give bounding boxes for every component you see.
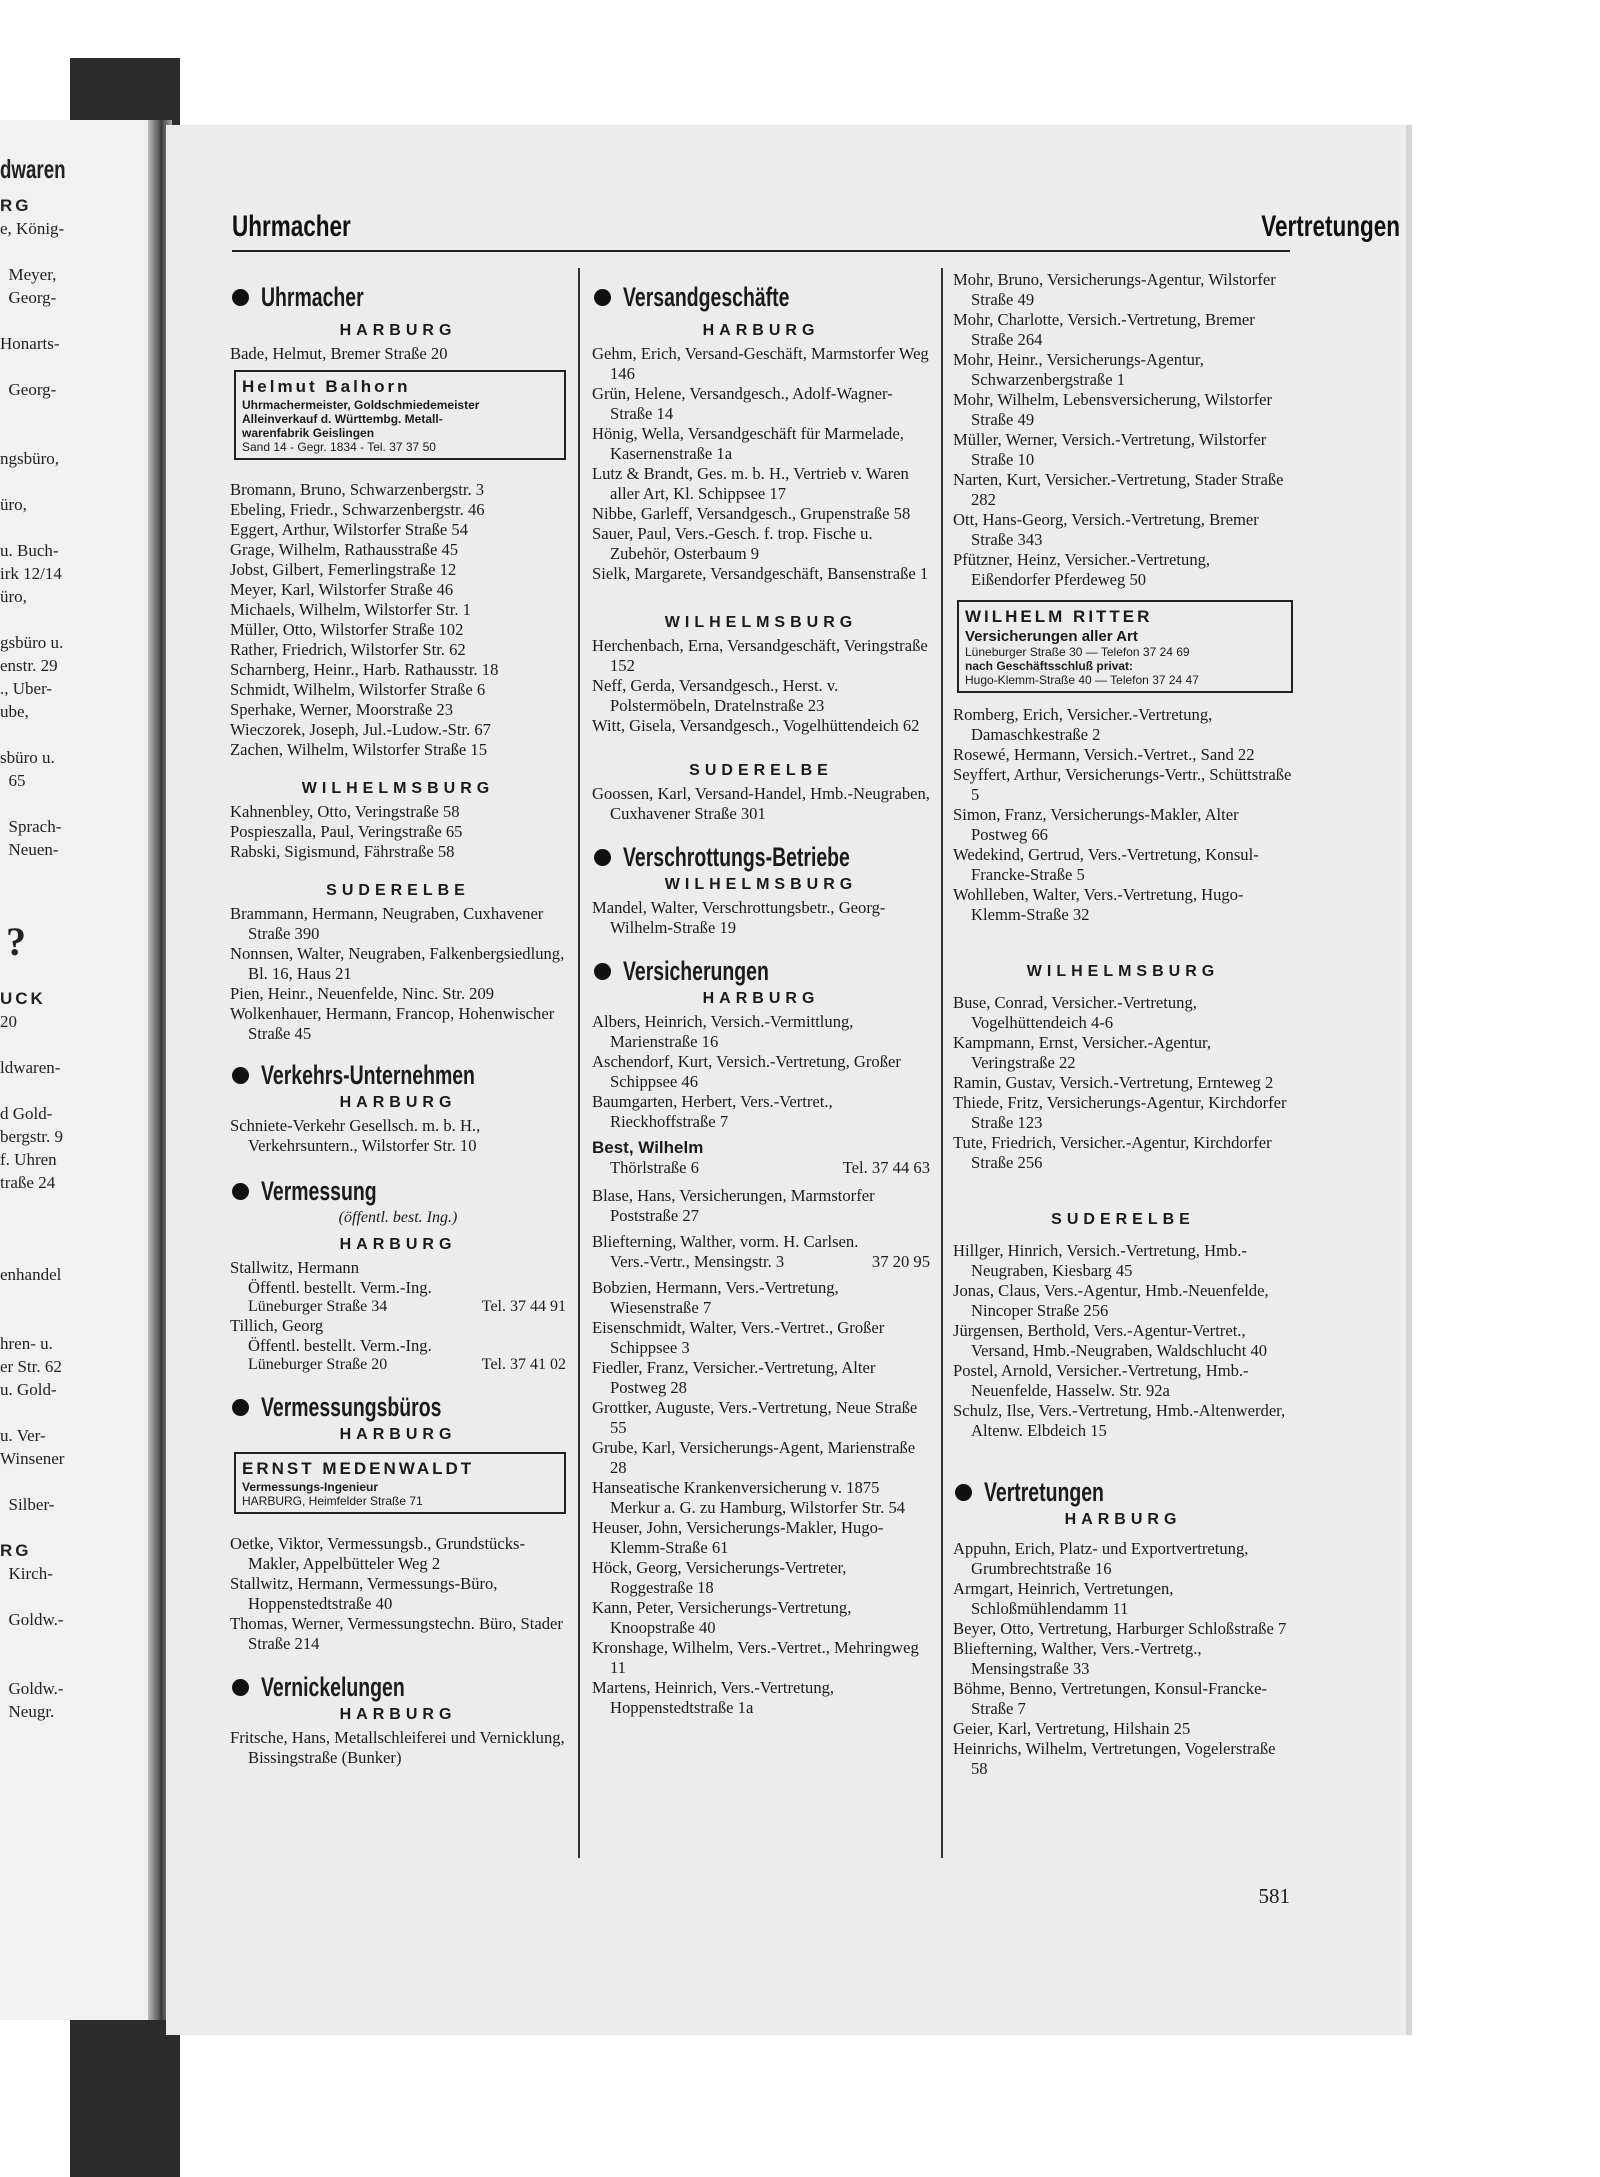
list-item: Ott, Hans-Georg, Versich.-Vertretung, Bremer Straße 343 xyxy=(953,510,1259,549)
ad-line: HARBURG, Heimfelder Straße 71 xyxy=(242,1494,423,1508)
entry-list xyxy=(230,1728,566,1768)
list-item: Scharnberg, Heinr., Harb. Rathausstr. 18 xyxy=(230,660,499,679)
section-heading-versicherungen: Versicherungen xyxy=(592,954,930,988)
entry-list xyxy=(230,480,566,760)
previous-page-line: Meyer, xyxy=(0,265,57,284)
previous-page-line: ldwaren- xyxy=(0,1058,61,1077)
list-item: Fiedler, Franz, Versicher.-Vertretung, Alter Postweg 28 xyxy=(592,1358,876,1397)
district-heading: HARBURG xyxy=(339,322,457,339)
list-item: Wieczorek, Joseph, Jul.-Ludow.-Str. 67 xyxy=(230,720,491,739)
list-item: Witt, Gisela, Versandgesch., Vogelhüttendeich 62 xyxy=(592,716,920,735)
list-item: Ebeling, Friedr., Schwarzenbergstr. 46 xyxy=(230,500,485,519)
previous-page-line: dwaren xyxy=(0,154,66,184)
entry-list xyxy=(592,1012,930,1132)
ad-title: ERNST MEDENWALDT xyxy=(242,1459,475,1478)
page-number: 581 xyxy=(1258,1884,1290,1908)
list-item: Heuser, John, Versicherungs-Makler, Hugo-Klemm-Straße 61 xyxy=(592,1518,884,1557)
list-item: Appuhn, Erich, Platz- und Exportvertretung, Grumbrechtstraße 16 xyxy=(953,1539,1249,1578)
list-item: Eggert, Arthur, Wilstorfer Straße 54 xyxy=(230,520,468,539)
previous-page-line: UCK xyxy=(0,989,46,1008)
section-subtitle: (öffentl. best. Ing.) xyxy=(338,1209,458,1226)
column-rule xyxy=(578,268,580,1858)
list-item: Grottker, Auguste, Vers.-Vertretung, Neue Straße 55 xyxy=(592,1398,918,1437)
bullet-icon xyxy=(232,1679,249,1696)
list-item: Heinrichs, Wilhelm, Vertretungen, Vogelerstraße 58 xyxy=(953,1739,1276,1778)
list-item: Grube, Karl, Versicherungs-Agent, Marienstraße 28 xyxy=(592,1438,916,1477)
district-heading: WILHELMSBURG xyxy=(664,614,858,631)
previous-page-line: Georg- xyxy=(0,380,57,399)
previous-page-line: Honarts- xyxy=(0,334,60,353)
list-item: Meyer, Karl, Wilstorfer Straße 46 xyxy=(230,580,454,599)
list-item: Rabski, Sigismund, Fährstraße 58 xyxy=(230,842,455,861)
list-item: Kronshage, Wilhelm, Vers.-Vertret., Mehringweg 11 xyxy=(592,1638,919,1677)
ad-line: Lüneburger Straße 30 — Telefon 37 24 69 xyxy=(965,645,1190,659)
list-item: Goossen, Karl, Versand-Handel, Hmb.-Neugraben, Cuxhavener Straße 301 xyxy=(592,784,930,823)
list-item: Grün, Helene, Versandgesch., Adolf-Wagner-Straße 14 xyxy=(592,384,893,423)
section-heading-uhrmacher: Uhrmacher xyxy=(230,280,566,314)
list-item: Nibbe, Garleff, Versandgesch., Grupenstraße 58 xyxy=(592,504,911,523)
page-edge xyxy=(1406,125,1412,2035)
list-item: Sperhake, Werner, Moorstraße 23 xyxy=(230,700,454,719)
list-item: Mandel, Walter, Verschrottungsbetr., Georg-Wilhelm-Straße 19 xyxy=(592,898,886,937)
bullet-icon xyxy=(594,963,611,980)
bullet-icon xyxy=(232,1067,249,1084)
bullet-icon xyxy=(955,1484,972,1501)
previous-page-line: enstr. 29 xyxy=(0,656,58,675)
entry-list xyxy=(230,904,566,1044)
district-heading: WILHELMSBURG xyxy=(664,876,858,893)
ad-title: Helmut Balhorn xyxy=(242,377,411,396)
list-item: Postel, Arnold, Versicher.-Vertretung, Hmb.-Neuenfelde, Hasselw. Str. 92a xyxy=(953,1361,1249,1400)
list-item: Schmidt, Wilhelm, Wilstorfer Straße 6 xyxy=(230,680,486,699)
previous-page-line: sbüro u. xyxy=(0,748,55,767)
list-item: Beyer, Otto, Vertretung, Harburger Schloßstraße 7 xyxy=(953,1619,1287,1638)
list-item: Ramin, Gustav, Versich.-Vertretung, Ernteweg 2 xyxy=(953,1073,1274,1092)
list-item: Blase, Hans, Versicherungen, Marmstorfer Poststraße 27 xyxy=(592,1186,875,1225)
list-item: Pien, Heinr., Neuenfelde, Ninc. Str. 209 xyxy=(230,984,495,1003)
previous-page-line: 20 xyxy=(0,1012,17,1031)
list-item: Jobst, Gilbert, Femerlingstraße 12 xyxy=(230,560,457,579)
list-item: Mohr, Heinr., Versicherungs-Agentur, Schwarzenbergstraße 1 xyxy=(953,350,1204,389)
district-heading: HARBURG xyxy=(702,990,820,1007)
list-item: Thiede, Fritz, Versicherungs-Agentur, Kirchdorfer Straße 123 xyxy=(953,1093,1287,1132)
district-heading: SUDERELBE xyxy=(1051,1211,1195,1228)
entry-list xyxy=(230,1534,566,1654)
previous-page-line: Kirch- xyxy=(0,1564,53,1583)
list-item: Lutz & Brandt, Ges. m. b. H., Vertrieb v. Waren aller Art, Kl. Schippsee 17 xyxy=(592,464,909,503)
list-item: Pospieszalla, Paul, Veringstraße 65 xyxy=(230,822,463,841)
list-item: Bobzien, Hermann, Vers.-Vertretung, Wiesenstraße 7 xyxy=(592,1278,839,1317)
list-item: Hönig, Wella, Versandgeschäft für Marmelade, Kasernenstraße 1a xyxy=(592,424,904,463)
list-item: Nonnsen, Walter, Neugraben, Falkenbergsiedlung, Bl. 16, Haus 21 xyxy=(230,944,565,983)
previous-page-line: Sprach- xyxy=(0,817,62,836)
previous-page-fragment xyxy=(0,120,148,2020)
list-item: Aschendorf, Kurt, Versich.-Vertretung, Großer Schippsee 46 xyxy=(592,1052,901,1091)
previous-page-line: 65 xyxy=(0,771,26,790)
list-item: Thomas, Werner, Vermessungstechn. Büro, Stader Straße 214 xyxy=(230,1614,563,1653)
entry-list xyxy=(953,705,1293,925)
list-item: Bliefterning, Walther, Vers.-Vertretg., Mensingstraße 33 xyxy=(953,1639,1202,1678)
list-item: Müller, Werner, Versich.-Vertretung, Wilstorfer Straße 10 xyxy=(953,430,1267,469)
district-heading: SUDERELBE xyxy=(689,762,833,779)
list-item: Rather, Friedrich, Wilstorfer Str. 62 xyxy=(230,640,466,659)
previous-page-line: Goldw.- xyxy=(0,1679,64,1698)
district-heading: HARBURG xyxy=(702,322,820,339)
list-item: Stallwitz, Hermann Öffentl. bestellt. Verm.-Ing. Lüneburger Straße 34 Tel. 37 44 91 xyxy=(230,1258,566,1315)
previous-page-line: gsbüro u. xyxy=(0,633,64,652)
previous-page-line: bergstr. 9 xyxy=(0,1127,63,1146)
entry-list xyxy=(230,1116,566,1156)
list-item: Sielk, Margarete, Versandgeschäft, Bansenstraße 1 xyxy=(592,564,929,583)
district-heading: HARBURG xyxy=(339,1426,457,1443)
list-item: Wolkenhauer, Hermann, Francop, Hohenwischer Straße 45 xyxy=(230,1004,555,1043)
list-item: Tillich, Georg Öffentl. bestellt. Verm.-Ing. Lüneburger Straße 20 Tel. 37 41 02 xyxy=(230,1316,566,1373)
list-item: Armgart, Heinrich, Vertretungen, Schloßmühlendamm 11 xyxy=(953,1579,1174,1618)
entry-list xyxy=(953,1539,1293,1779)
column-3 xyxy=(953,270,1293,1779)
list-item: Romberg, Erich, Versicher.-Vertretung, Damaschkestraße 2 xyxy=(953,705,1213,744)
list-item: Hillger, Hinrich, Versich.-Vertretung, Hmb.-Neugraben, Kiesbarg 45 xyxy=(953,1241,1247,1280)
section-heading-verschrottung: Verschrottungs-Betriebe xyxy=(592,840,930,874)
ad-line: nach Geschäftsschluß privat: xyxy=(965,659,1134,673)
list-item: Rosewé, Hermann, Versich.-Vertret., Sand 22 xyxy=(953,745,1255,764)
previous-page-line: RG xyxy=(0,1541,32,1560)
previous-page-line: irk 12/14 xyxy=(0,564,62,583)
ad-line: Alleinverkauf d. Württembg. Metall- xyxy=(242,412,443,426)
section-heading-vertretungen: Vertretungen xyxy=(953,1475,1293,1509)
district-heading: WILHELMSBURG xyxy=(301,780,495,797)
entry-list xyxy=(592,636,930,736)
ad-line: warenfabrik Geislingen xyxy=(242,426,375,440)
list-item: Jürgensen, Berthold, Vers.-Agentur-Vertret., Versand, Hmb.-Neugraben, Waldschlucht 40 xyxy=(953,1321,1268,1360)
advertisement-medenwaldt xyxy=(234,1452,566,1514)
district-heading: HARBURG xyxy=(339,1236,457,1253)
column-2 xyxy=(592,270,930,1718)
list-item: Bromann, Bruno, Schwarzenbergstr. 3 xyxy=(230,480,485,499)
previous-page-line: ? xyxy=(6,919,26,964)
section-heading-vermessungsbueros: Vermessungsbüros xyxy=(230,1390,566,1424)
previous-page-line: u. Buch- xyxy=(0,541,59,560)
list-item: Mohr, Charlotte, Versich.-Vertretung, Bremer Straße 264 xyxy=(953,310,1255,349)
column-rule xyxy=(941,268,943,1858)
bullet-icon xyxy=(594,849,611,866)
bullet-icon xyxy=(232,1399,249,1416)
previous-page-line: Goldw.- xyxy=(0,1610,64,1629)
list-item: Kampmann, Ernst, Versicher.-Agentur, Veringstraße 22 xyxy=(953,1033,1212,1072)
list-item: Eisenschmidt, Walter, Vers.-Vertret., Großer Schippsee 3 xyxy=(592,1318,885,1357)
list-item: Albers, Heinrich, Versich.-Vermittlung, Marienstraße 16 xyxy=(592,1012,854,1051)
previous-page-line: d Gold- xyxy=(0,1104,53,1123)
list-item: Kahnenbley, Otto, Veringstraße 58 xyxy=(230,802,460,821)
list-item: Wohlleben, Walter, Vers.-Vertretung, Hugo-Klemm-Straße 32 xyxy=(953,885,1244,924)
previous-page-line: traße 24 xyxy=(0,1173,56,1192)
previous-page-line: u. Gold- xyxy=(0,1380,57,1399)
ad-line: Versicherungen aller Art xyxy=(965,628,1138,645)
previous-page-line: Winsener xyxy=(0,1449,65,1468)
entry-list xyxy=(230,802,566,862)
district-heading: WILHELMSBURG xyxy=(1026,963,1220,980)
list-item: Herchenbach, Erna, Versandgeschäft, Veringstraße 152 xyxy=(592,636,928,675)
list-item: Höck, Georg, Versicherungs-Vertreter, Roggestraße 18 xyxy=(592,1558,847,1597)
ad-line: Hugo-Klemm-Straße 40 — Telefon 37 24 47 xyxy=(965,673,1199,687)
list-item: Baumgarten, Herbert, Vers.-Vertret., Rieckhoffstraße 7 xyxy=(592,1092,833,1131)
previous-page-line: Neugr. xyxy=(0,1702,55,1721)
list-item: Schulz, Ilse, Vers.-Vertretung, Hmb.-Altenwerder, Altenw. Elbdeich 15 xyxy=(953,1401,1286,1440)
entry-list xyxy=(592,344,930,584)
previous-page-line: üro, xyxy=(0,587,27,606)
entry-list xyxy=(953,993,1293,1173)
previous-page-line: hren- u. xyxy=(0,1334,53,1353)
list-item: Simon, Franz, Versicherungs-Makler, Alter Postweg 66 xyxy=(953,805,1239,844)
previous-page-line: ., Uber- xyxy=(0,679,53,698)
entry-list xyxy=(953,1241,1293,1441)
list-item: Grage, Wilhelm, Rathausstraße 45 xyxy=(230,540,459,559)
ad-line: Sand 14 - Gegr. 1834 - Tel. 37 37 50 xyxy=(242,440,436,454)
list-item: Michaels, Wilhelm, Wilstorfer Str. 1 xyxy=(230,600,471,619)
list-item: Mohr, Wilhelm, Lebensversicherung, Wilstorfer Straße 49 xyxy=(953,390,1273,429)
list-item: Bade, Helmut, Bremer Straße 20 xyxy=(230,344,448,363)
previous-page-line: ngsbüro, xyxy=(0,449,60,468)
ad-line: Vermessungs-Ingenieur xyxy=(242,1480,379,1494)
previous-page-line: Neuen- xyxy=(0,840,59,859)
district-heading: HARBURG xyxy=(339,1094,457,1111)
section-heading-vernickelungen: Vernickelungen xyxy=(230,1670,566,1704)
section-heading-vermessung: Vermessung xyxy=(230,1174,566,1208)
section-heading-versandgeschaefte: Versandgeschäfte xyxy=(592,280,930,314)
previous-page-line: üro, xyxy=(0,495,27,514)
previous-page-line: enhandel xyxy=(0,1265,62,1284)
list-item: Brammann, Hermann, Neugraben, Cuxhavener Straße 390 xyxy=(230,904,544,943)
advertisement-balhorn xyxy=(234,370,566,460)
list-item: Pfützner, Heinz, Versicher.-Vertretung, Eißendorfer Pferdeweg 50 xyxy=(953,550,1211,589)
previous-page-line: Silber- xyxy=(0,1495,55,1514)
previous-page-line: er Str. 62 xyxy=(0,1357,62,1376)
previous-page-line: f. Uhren xyxy=(0,1150,57,1169)
list-item: Martens, Heinrich, Vers.-Vertretung, Hoppenstedtstraße 1a xyxy=(592,1678,835,1717)
entry-list xyxy=(953,270,1293,590)
list-item: Seyffert, Arthur, Versicherungs-Vertr., Schüttstraße 5 xyxy=(953,765,1292,804)
section-heading-verkehr: Verkehrs-Unternehmen xyxy=(230,1058,566,1092)
advertisement-ritter xyxy=(957,600,1293,693)
previous-page-line: RG xyxy=(0,196,32,215)
list-item: Gehm, Erich, Versand-Geschäft, Marmstorfer Weg 146 xyxy=(592,344,929,383)
entry-list xyxy=(592,1278,930,1718)
previous-page-line: u. Ver- xyxy=(0,1426,46,1445)
ad-line: Uhrmachermeister, Goldschmiedemeister xyxy=(242,398,480,412)
entry-list xyxy=(592,898,930,938)
entry-list xyxy=(592,1186,930,1226)
district-heading: HARBURG xyxy=(1064,1511,1182,1528)
running-head-right: Vertretungen xyxy=(1261,210,1400,243)
previous-page-line: e, König- xyxy=(0,219,65,238)
running-head-left: Uhrmacher xyxy=(232,210,351,243)
list-item: Jonas, Claus, Vers.-Agentur, Hmb.-Neuenfelde, Nincoper Straße 256 xyxy=(953,1281,1269,1320)
district-heading: HARBURG xyxy=(339,1706,457,1723)
list-item: Stallwitz, Hermann, Vermessungs-Büro, Hoppenstedtstraße 40 xyxy=(230,1574,498,1613)
previous-page-line: ube, xyxy=(0,702,29,721)
list-item: Wedekind, Gertrud, Vers.-Vertretung, Konsul-Francke-Straße 5 xyxy=(953,845,1259,884)
bullet-icon xyxy=(232,1183,249,1200)
list-item: Oetke, Viktor, Vermessungsb., Grundstücks-Makler, Appelbütteler Weg 2 xyxy=(230,1534,525,1573)
list-item: Narten, Kurt, Versicher.-Vertretung, Stader Straße 282 xyxy=(953,470,1284,509)
list-item: Schniete-Verkehr Gesellsch. m. b. H., Verkehrsuntern., Wilstorfer Str. 10 xyxy=(230,1116,481,1155)
list-item: Geier, Karl, Vertretung, Hilshain 25 xyxy=(953,1719,1191,1738)
list-item: Zachen, Wilhelm, Wilstorfer Straße 15 xyxy=(230,740,488,759)
list-item: Fritsche, Hans, Metallschleiferei und Vernicklung, Bissingstraße (Bunker) xyxy=(230,1728,565,1767)
list-item: Buse, Conrad, Versicher.-Vertretung, Vogelhüttendeich 4-6 xyxy=(953,993,1197,1032)
ad-title: WILHELM RITTER xyxy=(965,607,1153,626)
list-item: Kann, Peter, Versicherungs-Vertretung, Knoopstraße 40 xyxy=(592,1598,852,1637)
bullet-icon xyxy=(232,289,249,306)
bullet-icon xyxy=(594,289,611,306)
list-item: Tute, Friedrich, Versicher.-Agentur, Kirchdorfer Straße 256 xyxy=(953,1133,1272,1172)
list-item: Müller, Otto, Wilstorfer Straße 102 xyxy=(230,620,464,639)
list-item: Bliefterning, Walther, vorm. H. Carlsen. Vers.-Vertr., Mensingstr. 3 37 20 95 xyxy=(592,1232,930,1271)
list-item: Böhme, Benno, Vertretungen, Konsul-Francke-Straße 7 xyxy=(953,1679,1267,1718)
district-heading: SUDERELBE xyxy=(326,882,470,899)
list-item: Sauer, Paul, Vers.-Gesch. f. trop. Fische u. Zubehör, Osterbaum 9 xyxy=(592,524,873,563)
list-item: Neff, Gerda, Versandgesch., Herst. v. Polstermöbeln, Dratelnstraße 23 xyxy=(592,676,839,715)
list-item: Hanseatische Krankenversicherung v. 1875 Merkur a. G. zu Hamburg, Wilstorfer Str. 54 xyxy=(592,1478,906,1517)
list-item: Mohr, Bruno, Versicherungs-Agentur, Wilstorfer Straße 49 xyxy=(953,270,1276,309)
previous-page-line: Georg- xyxy=(0,288,57,307)
column-1 xyxy=(230,270,566,1768)
header-rule xyxy=(232,250,1290,252)
entry-list xyxy=(592,784,930,824)
list-item-best: Best, Wilhelm Thörlstraße 6 Tel. 37 44 63 xyxy=(592,1138,930,1177)
